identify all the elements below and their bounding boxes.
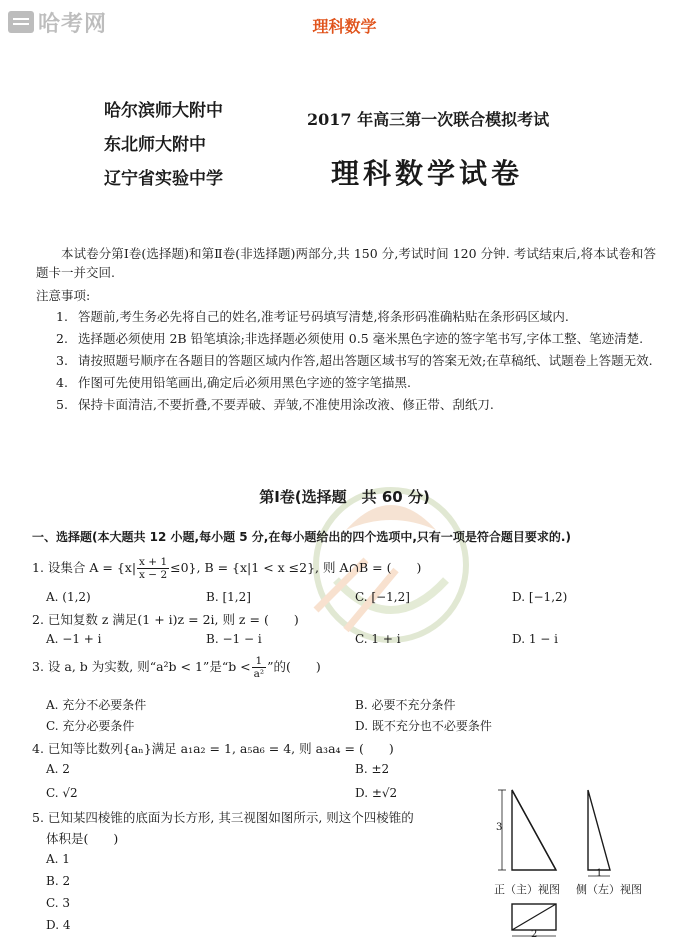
- question-5-option-a: A. 1: [46, 852, 70, 866]
- question-1-option-d: D. [−1,2): [512, 590, 568, 604]
- exam-name: 2017 年高三第一次联合模拟考试: [307, 110, 550, 129]
- section-description: 一、选择题(本大题共 12 小题,每小题 5 分,在每小题给出的四个选项中,只有一项是符合题目要求的.): [32, 530, 571, 544]
- question-2-stem: 2. 已知复数 z 满足(1 + i)z = 2i, 则 z = ( ): [32, 612, 299, 627]
- intro-paragraph: 本试卷分第Ⅰ卷(选择题)和第Ⅱ卷(非选择题)两部分,共 150 分,考试时间 120 分钟. 考试结束后,将本试卷和答题卡一并交回.: [36, 246, 656, 280]
- question-5-option-d: D. 4: [46, 918, 71, 932]
- question-3-stem: 3. 设 a, b 为实数, 则“a²b < 1”是“b < $\frac{1}{\text{a²}}$ ”的( ): [32, 655, 321, 680]
- notice-item: 2. 选择题必须使用 2B 铅笔填涂;非选择题必须使用 0.5 毫米黑色字迹的签字笔书写,字体工整、笔迹清楚.: [56, 331, 644, 346]
- question-5-stem-line1: 5. 已知某四棱锥的底面为长方形, 其三视图如图所示, 则这个四棱锥的: [32, 810, 414, 825]
- side-width-label: 1: [596, 868, 603, 879]
- notice-list: [56, 307, 662, 417]
- question-1-option-b: B. [1,2]: [206, 590, 251, 604]
- logo-text: 哈考网: [38, 11, 108, 37]
- top-width-label: 2: [531, 929, 538, 940]
- question-3-option-b: B. 必要不充分条件: [355, 698, 456, 712]
- notice-heading: 注意事项:: [36, 288, 91, 303]
- question-4-option-d: D. ±√2: [355, 786, 398, 800]
- question-4-option-b: B. ±2: [355, 762, 390, 776]
- school-name: 哈尔滨师大附中: [104, 101, 223, 121]
- top-bar: [0, 0, 689, 44]
- question-1-option-a: A. (1,2): [46, 590, 91, 604]
- header-title: 理科数学: [312, 17, 377, 36]
- question-2-option-d: D. 1 − i: [512, 632, 558, 646]
- three-view-figure: [492, 782, 672, 940]
- question-5-option-c: C. 3: [46, 896, 71, 910]
- notice-item: 5. 保持卡面清洁,不要折叠,不要弄破、弄皱,不准使用涂改液、修正带、刮纸刀.: [56, 397, 494, 412]
- front-view-label: 正（主）视图: [494, 883, 560, 896]
- question-3-option-c: C. 充分必要条件: [46, 719, 135, 733]
- question-1-option-c: C. [−1,2]: [355, 590, 410, 604]
- question-4-stem: 4. 已知等比数列{aₙ}满足 a₁a₂ = 1, a₅a₆ = 4, 则 a₃a₄ = ( ): [32, 741, 394, 756]
- question-2-option-c: C. 1 + i: [355, 632, 401, 646]
- paper-title: 理科数学试卷: [331, 157, 524, 190]
- notice-item: 4. 作图可先使用铅笔画出,确定后必须用黑色字迹的签字笔描黑.: [56, 375, 411, 390]
- question-4-option-c: C. √2: [46, 786, 78, 800]
- school-name: 东北师大附中: [104, 135, 206, 155]
- school-name: 辽宁省实验中学: [104, 169, 223, 189]
- school-list: [104, 94, 223, 196]
- section-title: 第Ⅰ卷(选择题 共 60 分): [259, 488, 430, 506]
- question-5-stem-line2: 体积是( ): [46, 831, 119, 846]
- fraction: $\frac{1}{\text{a²}}$: [253, 655, 265, 680]
- question-1-stem: 1. 设集合 A = {x| $\frac{x + 1}{x - 2}$ ≤0}, B = {x|1 < x ≤2}, 则 A∩B = ( ): [32, 556, 422, 581]
- question-2-option-b: B. −1 − i: [206, 632, 262, 646]
- question-5-option-b: B. 2: [46, 874, 71, 888]
- notice-item: 1. 答题前,考生务必先将自己的姓名,准考证号码填写清楚,将条形码准确粘贴在条形码区域内.: [56, 309, 569, 324]
- question-4-option-a: A. 2: [46, 762, 70, 776]
- question-3-option-d: D. 既不充分也不必要条件: [355, 719, 492, 733]
- side-view-label: 侧（左）视图: [576, 883, 642, 896]
- question-3-option-a: A. 充分不必要条件: [46, 698, 147, 712]
- question-2-option-a: A. −1 + i: [46, 632, 102, 646]
- fraction: $\frac{x + 1}{x - 2}$: [139, 556, 168, 581]
- notice-item: 3. 请按照题号顺序在各题目的答题区域内作答,超出答题区域书写的答案无效;在草稿纸、试题卷上答题无效.: [56, 353, 653, 368]
- height-dimension-label: 3: [496, 822, 503, 833]
- three-view-drawing: [492, 782, 672, 940]
